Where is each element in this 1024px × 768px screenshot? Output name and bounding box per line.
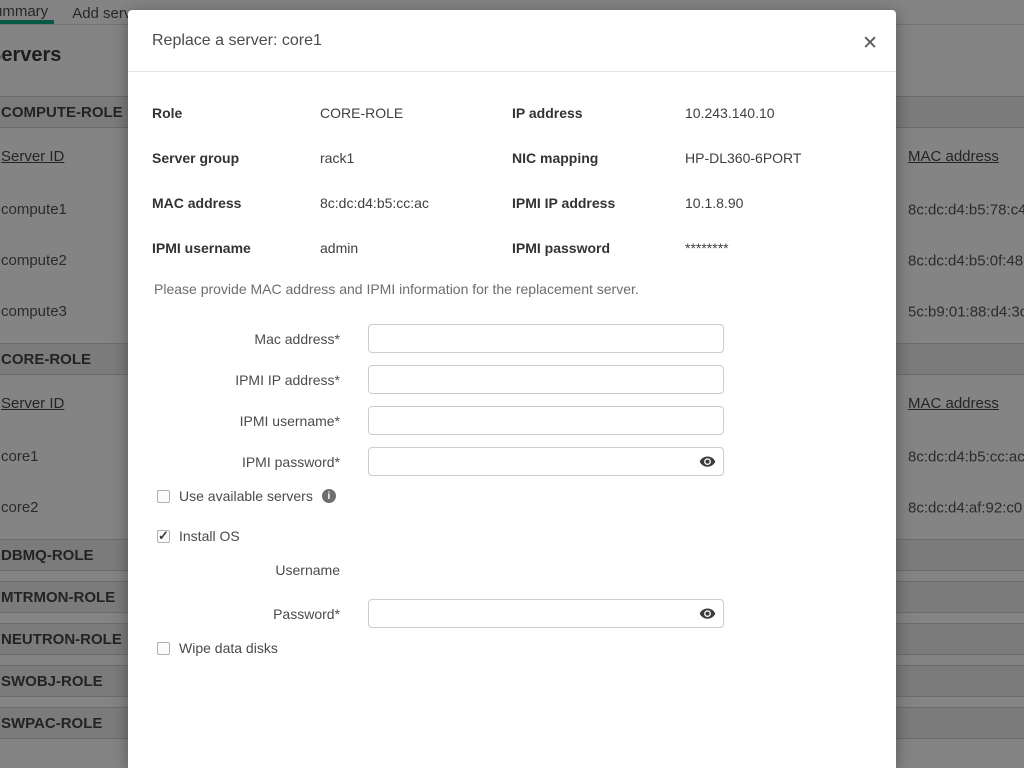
instruction-text: Please provide MAC address and IPMI information for the replacement server. bbox=[154, 281, 639, 297]
detail-label: MAC address bbox=[152, 194, 242, 211]
modal-title: Replace a server: core1 bbox=[152, 31, 322, 49]
modal-header bbox=[128, 10, 896, 72]
detail-label: IP address bbox=[512, 104, 583, 121]
detail-label: IPMI IP address bbox=[512, 194, 616, 211]
ipmi-username-label: IPMI username* bbox=[239, 412, 340, 429]
ipmi-password-field-row bbox=[152, 447, 872, 476]
os-password-input[interactable] bbox=[368, 599, 724, 628]
install-os-row bbox=[152, 528, 872, 544]
detail-label: Role bbox=[152, 104, 183, 121]
os-password-label: Password* bbox=[273, 605, 340, 622]
install-os-label: Install OS bbox=[179, 528, 240, 544]
wipe-data-disks-row bbox=[152, 640, 872, 656]
detail-value: rack1 bbox=[320, 149, 355, 166]
detail-value: 10.243.140.10 bbox=[685, 104, 775, 121]
os-username-label: Username bbox=[275, 562, 340, 578]
eye-icon[interactable] bbox=[699, 453, 716, 470]
detail-value: 10.1.8.90 bbox=[685, 194, 744, 211]
os-password-row bbox=[152, 599, 872, 628]
replace-server-modal bbox=[128, 10, 896, 768]
detail-label: IPMI password bbox=[512, 239, 611, 256]
ipmi-password-input[interactable] bbox=[368, 447, 724, 476]
detail-value: ******** bbox=[685, 239, 729, 256]
ipmi-username-field-row bbox=[152, 406, 872, 435]
detail-value: admin bbox=[320, 239, 359, 256]
ipmi-ip-address-label: IPMI IP address* bbox=[235, 371, 340, 388]
eye-icon[interactable] bbox=[699, 605, 716, 622]
wipe-data-disks-label: Wipe data disks bbox=[179, 640, 278, 656]
detail-value: HP-DL360-6PORT bbox=[685, 149, 802, 166]
close-icon[interactable]: ✕ bbox=[858, 30, 882, 57]
ipmi-ip-address-input[interactable] bbox=[368, 365, 724, 394]
mac-address-field-row bbox=[152, 324, 872, 353]
ipmi-ip-field-row bbox=[152, 365, 872, 394]
use-available-servers-label: Use available servers bbox=[179, 488, 313, 504]
use-available-servers-checkbox[interactable] bbox=[157, 490, 170, 503]
info-icon[interactable]: i bbox=[322, 489, 336, 503]
detail-value: 8c:dc:d4:b5:cc:ac bbox=[320, 194, 429, 211]
ipmi-password-label: IPMI password* bbox=[241, 453, 340, 470]
server-details bbox=[152, 90, 872, 270]
detail-label: Server group bbox=[152, 149, 240, 166]
mac-address-input[interactable] bbox=[368, 324, 724, 353]
install-os-checkbox[interactable] bbox=[157, 530, 170, 543]
modal-body bbox=[128, 72, 896, 656]
os-username-row bbox=[152, 562, 872, 578]
use-available-servers-row bbox=[152, 488, 872, 504]
detail-value: CORE-ROLE bbox=[320, 104, 404, 121]
wipe-data-disks-checkbox[interactable] bbox=[157, 642, 170, 655]
mac-address-label: Mac address* bbox=[254, 330, 340, 347]
detail-label: NIC mapping bbox=[512, 149, 599, 166]
ipmi-username-input[interactable] bbox=[368, 406, 724, 435]
detail-label: IPMI username bbox=[152, 239, 251, 256]
